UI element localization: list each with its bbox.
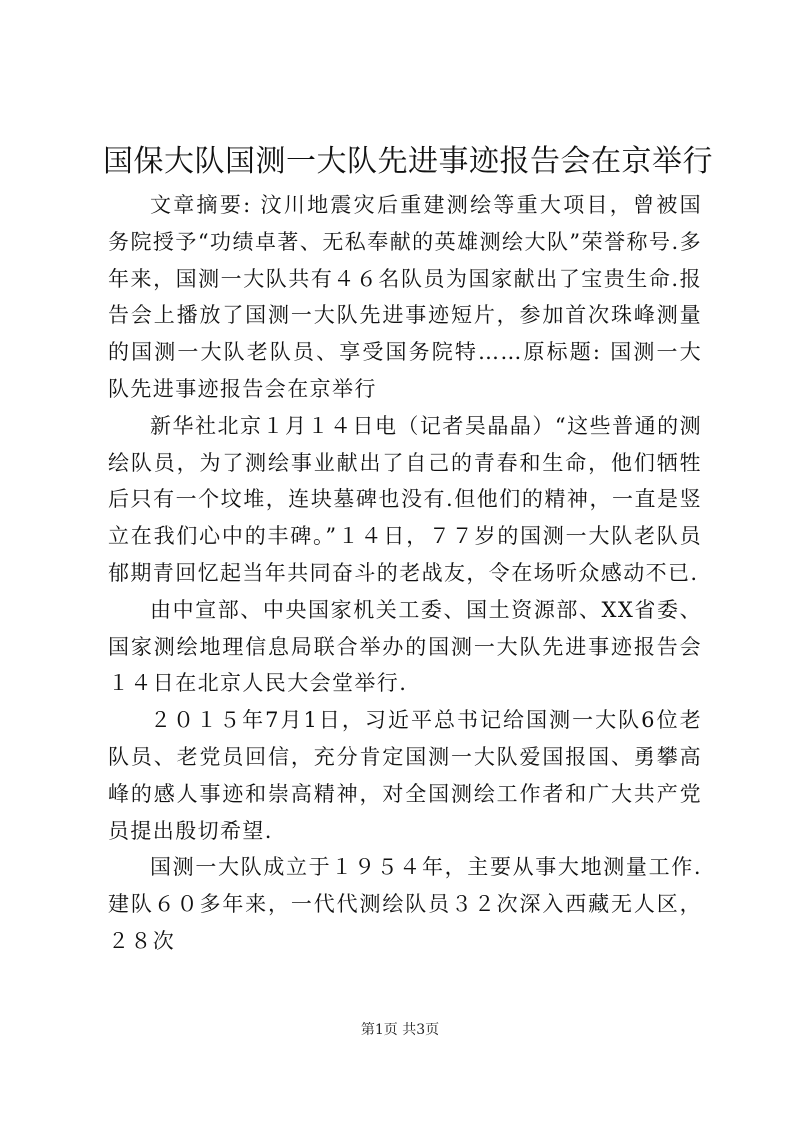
page-number-footer: 第1页 共3页 (360, 1022, 440, 1038)
paragraph-abstract: 文章摘要: 汶川地震灾后重建测绘等重大项目，曾被国务院授予“功绩卓著、无私奉献的英雄测绘大队”荣誉称号.多年来，国测一大队共有４６名队员为国家献出了宝贵生命.报告会上播放了国测一大队先进事迹短片，参加首次珠峰测量的国测一大队老队员、享受国务院特……原标题: 国测一大队先进事迹报告会在京举行 (108, 193, 702, 401)
paragraph-team-history: 国测一大队成立于１９５４年，主要从事大地测量工作.建队６０多年来，一代代测绘队员３２次深入西藏无人区，２８次 (108, 855, 702, 953)
document-body (108, 187, 702, 960)
paragraph-news-lead: 新华社北京１月１４日电（记者吴晶晶）“这些普通的测绘队员，为了测绘事业献出了自己的青春和生命，他们牺牲后只有一个坟堆，连块墓碑也没有.但他们的精神，一直是竖立在我们心中的丰碑。”１４日，７７岁的国测一大队老队员郁期青回忆起当年共同奋斗的老战友，令在场听众感动不已. (108, 413, 702, 585)
paragraph-letter-reply: ２０１５年7月1日，习近平总书记给国测一大队6位老队员、老党员回信，充分肯定国测一大队爱国报国、勇攀高峰的感人事迹和崇高精神，对全国测绘工作者和广大共产党员提出殷切希望. (108, 708, 702, 843)
document-title: 国保大队国测一大队先进事迹报告会在京举行 (103, 144, 713, 179)
paragraph-organizers: 由中宣部、中央国家机关工委、国土资源部、XX省委、国家测绘地理信息局联合举办的国测一大队先进事迹报告会１４日在北京人民大会堂举行. (108, 597, 702, 696)
